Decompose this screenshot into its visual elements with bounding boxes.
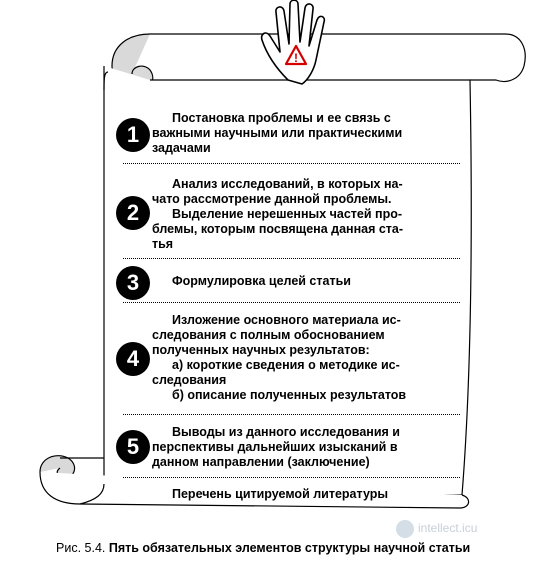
section-number-2: 2 xyxy=(116,196,150,230)
svg-text:!: ! xyxy=(294,51,298,65)
section-divider xyxy=(123,477,460,478)
section-3-line: Формулировка целей статьи xyxy=(172,274,351,288)
references-text: Перечень цитируемой литературы xyxy=(172,487,389,501)
section-1-line: задачами xyxy=(152,141,211,155)
figure-caption xyxy=(56,541,470,555)
section-1-text xyxy=(152,111,457,156)
scroll-top-roll xyxy=(150,34,525,81)
hand-warning-icon xyxy=(262,0,325,84)
section-5-text xyxy=(152,425,457,470)
section-divider xyxy=(123,414,460,415)
section-4-line: следования с полным обоснованием xyxy=(152,328,385,342)
section-1-line: Постановка проблемы и ее связь с xyxy=(172,111,391,125)
watermark-text: intellect.icu xyxy=(418,521,478,536)
section-4-text xyxy=(152,313,457,403)
section-4-line: б) описание полученных результатов xyxy=(172,388,407,402)
section-2-line: чато рассмотрение данной проблемы. xyxy=(152,192,392,206)
section-2-line: Выделение нерешенных частей про- xyxy=(172,207,403,221)
section-3-text xyxy=(152,274,457,289)
section-5-line: перспективы дальнейших изысканий в xyxy=(152,440,398,454)
section-5-line: данном направлении (заключение) xyxy=(152,455,370,469)
section-divider xyxy=(123,258,460,259)
section-1-line: важными научными или практическими xyxy=(152,126,403,140)
section-number-3: 3 xyxy=(116,266,150,300)
section-number-5: 5 xyxy=(116,430,150,464)
section-5-line: Выводы из данного исследования и xyxy=(172,425,400,439)
section-2-text xyxy=(152,177,457,252)
section-2-line: Анализ исследований, в которых на- xyxy=(172,177,403,191)
section-number-1: 1 xyxy=(116,118,150,152)
section-number-4: 4 xyxy=(116,342,150,376)
section-divider xyxy=(123,302,460,303)
caption-prefix: Рис. 5.4. xyxy=(56,541,106,555)
section-2-line: блемы, которым посвящена данная ста- xyxy=(152,222,404,236)
section-4-line: полученных научных результатов: xyxy=(152,343,370,357)
section-divider xyxy=(123,163,460,164)
watermark-logo-icon xyxy=(396,520,414,538)
section-4-line: Изложение основного материала ис- xyxy=(172,313,401,327)
section-4-line: следования xyxy=(152,373,227,387)
section-2-line: тья xyxy=(152,237,174,251)
section-4-line: а) короткие сведения о методике ис- xyxy=(172,358,400,372)
references-item xyxy=(152,487,457,502)
caption-title: Пять обязательных элементов структуры научной статьи xyxy=(108,541,471,555)
